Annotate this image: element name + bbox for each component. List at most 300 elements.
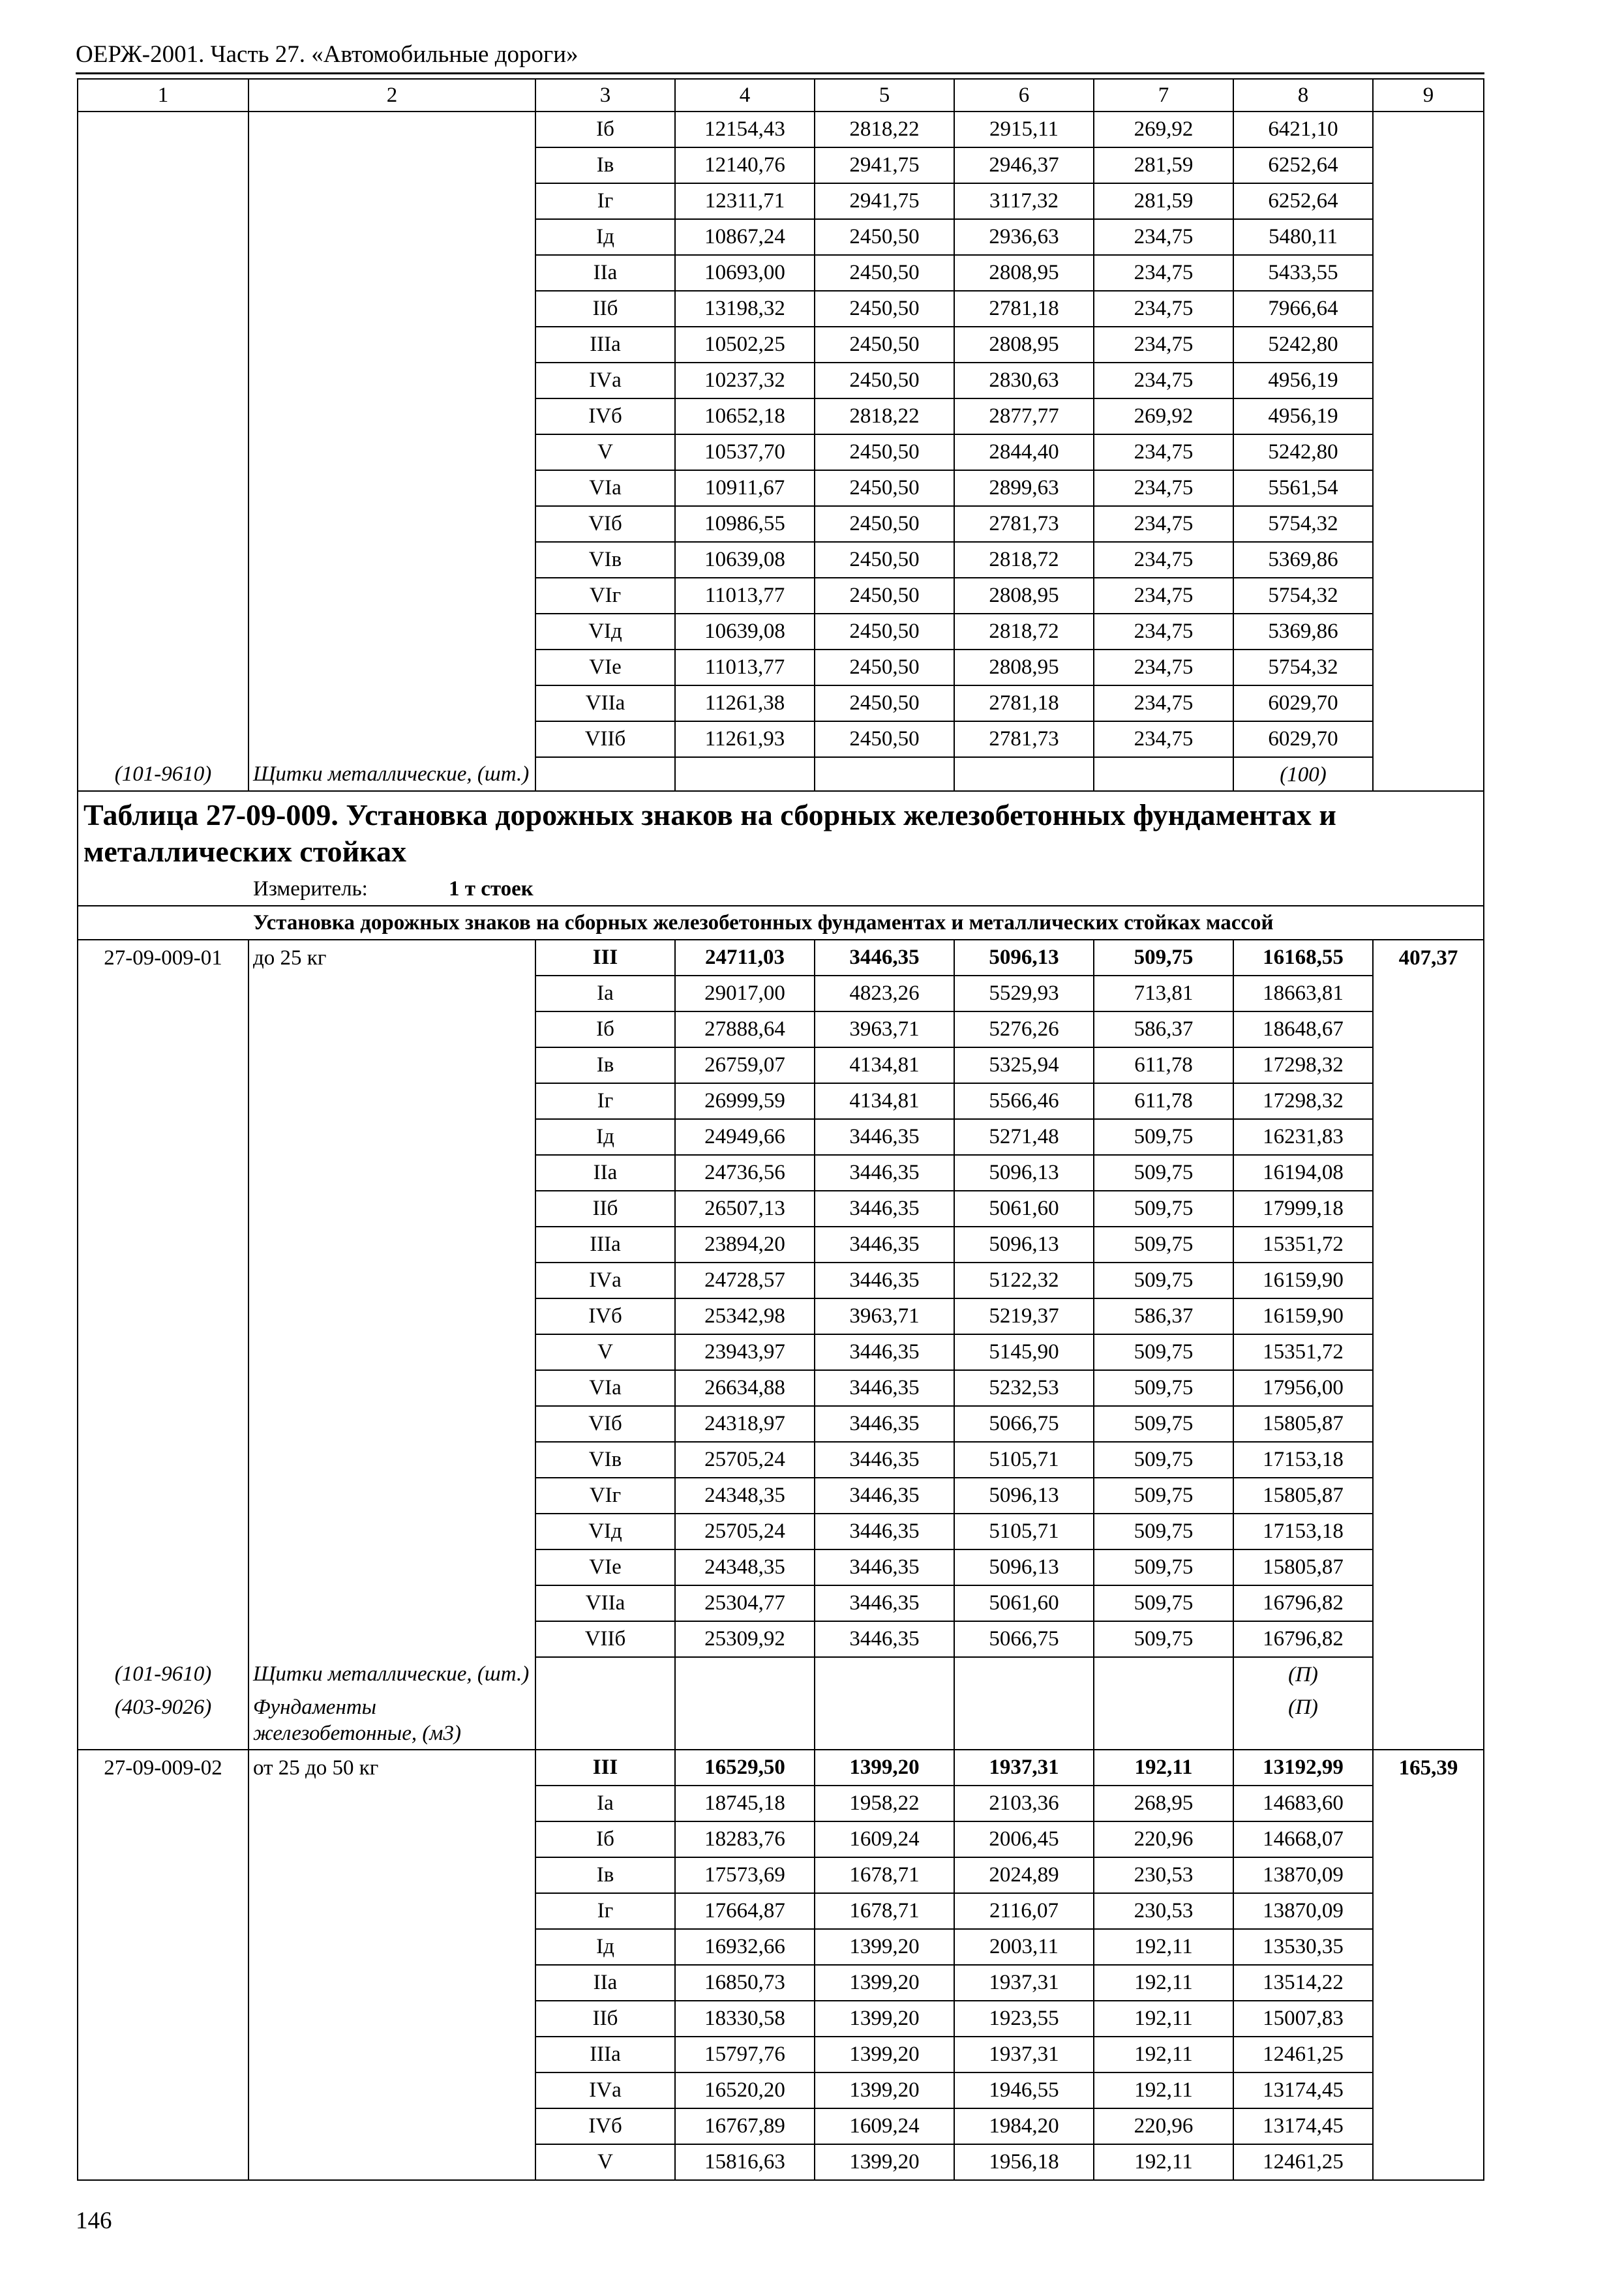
labor-cell bbox=[1373, 327, 1484, 363]
machines-cell: 1946,55 bbox=[954, 2072, 1094, 2108]
machines-cell: 2808,95 bbox=[954, 650, 1094, 685]
total-cell: 16850,73 bbox=[675, 1965, 815, 2001]
code-cell bbox=[78, 1514, 248, 1549]
name-cell bbox=[248, 398, 535, 434]
materials-cell: 13514,22 bbox=[1233, 1965, 1373, 2001]
materials-cell: 17999,18 bbox=[1233, 1191, 1373, 1227]
total-cell: 18745,18 bbox=[675, 1786, 815, 1821]
labor-cell bbox=[1373, 2144, 1484, 2180]
name-cell bbox=[248, 1191, 535, 1227]
total-cell: 26507,13 bbox=[675, 1191, 815, 1227]
materials-cell: 18663,81 bbox=[1233, 976, 1373, 1011]
wage-cell: 1399,20 bbox=[815, 2144, 954, 2180]
name-cell bbox=[248, 219, 535, 255]
name-cell bbox=[248, 1549, 535, 1585]
region-cell: VIб bbox=[535, 506, 675, 542]
region-cell: IIб bbox=[535, 1191, 675, 1227]
table-row bbox=[78, 1191, 1484, 1227]
wage-cell: 3963,71 bbox=[815, 1011, 954, 1047]
table-row bbox=[78, 1478, 1484, 1514]
resource-quantity: (П) bbox=[1233, 1690, 1373, 1750]
materials-cell: 12461,25 bbox=[1233, 2144, 1373, 2180]
total-cell: 26759,07 bbox=[675, 1047, 815, 1083]
wage-cell: 2450,50 bbox=[815, 542, 954, 578]
region-cell: V bbox=[535, 434, 675, 470]
machines-cell: 2781,18 bbox=[954, 685, 1094, 721]
machinist-wage-cell: 192,11 bbox=[1094, 2072, 1233, 2108]
table-row bbox=[78, 1965, 1484, 2001]
table-row bbox=[78, 255, 1484, 291]
total-cell: 26999,59 bbox=[675, 1083, 815, 1119]
machines-cell: 1937,31 bbox=[954, 2037, 1094, 2072]
wage-cell: 2450,50 bbox=[815, 506, 954, 542]
table-row bbox=[78, 976, 1484, 1011]
region-cell: IIIа bbox=[535, 2037, 675, 2072]
machines-cell: 2818,72 bbox=[954, 542, 1094, 578]
table-row bbox=[78, 940, 1484, 976]
code-cell bbox=[78, 721, 248, 757]
code-cell bbox=[78, 1370, 248, 1406]
labor-cell bbox=[1373, 578, 1484, 614]
machinist-wage-cell: 192,11 bbox=[1094, 2037, 1233, 2072]
empty-cell bbox=[815, 1690, 954, 1750]
resource-name: Фундаменты железобетонные, (м3) bbox=[248, 1690, 535, 1750]
name-cell bbox=[248, 255, 535, 291]
code-cell bbox=[78, 1786, 248, 1821]
total-cell: 12154,43 bbox=[675, 112, 815, 147]
materials-cell: 6029,70 bbox=[1233, 685, 1373, 721]
total-cell: 24711,03 bbox=[675, 940, 815, 976]
resource-name: Щитки металлические, (шт.) bbox=[248, 1657, 535, 1690]
machinist-wage-cell: 509,75 bbox=[1094, 1621, 1233, 1657]
empty-cell bbox=[954, 1690, 1094, 1750]
materials-cell: 17298,32 bbox=[1233, 1083, 1373, 1119]
total-cell: 24736,56 bbox=[675, 1155, 815, 1191]
table-row bbox=[78, 578, 1484, 614]
region-cell: Iб bbox=[535, 1821, 675, 1857]
machinist-wage-cell: 509,75 bbox=[1094, 1514, 1233, 1549]
code-cell bbox=[78, 363, 248, 398]
machinist-wage-cell: 509,75 bbox=[1094, 1191, 1233, 1227]
total-cell: 25304,77 bbox=[675, 1585, 815, 1621]
materials-cell: 17153,18 bbox=[1233, 1442, 1373, 1478]
wage-cell: 3446,35 bbox=[815, 1370, 954, 1406]
wage-cell: 1399,20 bbox=[815, 1750, 954, 1786]
wage-cell: 3446,35 bbox=[815, 1155, 954, 1191]
machinist-wage-cell: 509,75 bbox=[1094, 1263, 1233, 1298]
labor-cell bbox=[1373, 2001, 1484, 2037]
wage-cell: 1399,20 bbox=[815, 2037, 954, 2072]
materials-cell: 16168,55 bbox=[1233, 940, 1373, 976]
empty-cell bbox=[675, 1690, 815, 1750]
total-cell: 11261,93 bbox=[675, 721, 815, 757]
machinist-wage-cell: 234,75 bbox=[1094, 650, 1233, 685]
machines-cell: 5271,48 bbox=[954, 1119, 1094, 1155]
name-cell bbox=[248, 1119, 535, 1155]
region-cell: IIIа bbox=[535, 1227, 675, 1263]
wage-cell: 1678,71 bbox=[815, 1893, 954, 1929]
materials-cell: 5754,32 bbox=[1233, 578, 1373, 614]
region-cell: IIб bbox=[535, 291, 675, 327]
machines-cell: 2915,11 bbox=[954, 112, 1094, 147]
region-cell: Iг bbox=[535, 1083, 675, 1119]
total-cell: 12140,76 bbox=[675, 147, 815, 183]
table-row bbox=[78, 183, 1484, 219]
empty-cell bbox=[1373, 1690, 1484, 1750]
wage-cell: 3446,35 bbox=[815, 1549, 954, 1585]
materials-cell: 13870,09 bbox=[1233, 1893, 1373, 1929]
materials-cell: 5242,80 bbox=[1233, 327, 1373, 363]
code-cell bbox=[78, 1621, 248, 1657]
name-cell bbox=[248, 1965, 535, 2001]
machines-cell: 2808,95 bbox=[954, 327, 1094, 363]
machinist-wage-cell: 220,96 bbox=[1094, 1821, 1233, 1857]
machines-cell: 2830,63 bbox=[954, 363, 1094, 398]
region-cell: VIв bbox=[535, 1442, 675, 1478]
materials-cell: 15805,87 bbox=[1233, 1478, 1373, 1514]
name-cell bbox=[248, 112, 535, 147]
table-body bbox=[78, 79, 1484, 2180]
wage-cell: 2450,50 bbox=[815, 614, 954, 650]
materials-cell: 15351,72 bbox=[1233, 1334, 1373, 1370]
code-cell bbox=[78, 1442, 248, 1478]
total-cell: 25309,92 bbox=[675, 1621, 815, 1657]
materials-cell: 14683,60 bbox=[1233, 1786, 1373, 1821]
code-cell bbox=[78, 506, 248, 542]
region-cell: Iб bbox=[535, 112, 675, 147]
name-cell bbox=[248, 363, 535, 398]
table-row bbox=[78, 112, 1484, 147]
name-cell bbox=[248, 685, 535, 721]
region-cell: IVа bbox=[535, 363, 675, 398]
region-cell: VIд bbox=[535, 1514, 675, 1549]
machinist-wage-cell: 192,11 bbox=[1094, 2144, 1233, 2180]
column-number: 9 bbox=[1373, 79, 1484, 112]
wage-cell: 1958,22 bbox=[815, 1786, 954, 1821]
wage-cell: 2941,75 bbox=[815, 183, 954, 219]
region-cell: IVб bbox=[535, 1298, 675, 1334]
name-cell bbox=[248, 327, 535, 363]
code-cell bbox=[78, 650, 248, 685]
region-cell: Iг bbox=[535, 183, 675, 219]
machinist-wage-cell: 509,75 bbox=[1094, 1370, 1233, 1406]
column-number: 1 bbox=[78, 79, 248, 112]
wage-cell: 1399,20 bbox=[815, 2001, 954, 2037]
table-row bbox=[78, 1011, 1484, 1047]
column-number: 7 bbox=[1094, 79, 1233, 112]
materials-cell: 6029,70 bbox=[1233, 721, 1373, 757]
wage-cell: 3963,71 bbox=[815, 1298, 954, 1334]
wage-cell: 1678,71 bbox=[815, 1857, 954, 1893]
region-cell: VIб bbox=[535, 1406, 675, 1442]
labor-cell bbox=[1373, 2072, 1484, 2108]
materials-cell: 16796,82 bbox=[1233, 1621, 1373, 1657]
table-row bbox=[78, 1298, 1484, 1334]
machinist-wage-cell: 234,75 bbox=[1094, 291, 1233, 327]
labor-cell bbox=[1373, 1514, 1484, 1549]
code-cell bbox=[78, 291, 248, 327]
code-cell bbox=[78, 112, 248, 147]
labor-cell bbox=[1373, 363, 1484, 398]
total-cell: 16529,50 bbox=[675, 1750, 815, 1786]
table-row bbox=[78, 1083, 1484, 1119]
machinist-wage-cell: 509,75 bbox=[1094, 1406, 1233, 1442]
machines-cell: 5061,60 bbox=[954, 1585, 1094, 1621]
labor-cell bbox=[1373, 434, 1484, 470]
materials-cell: 5561,54 bbox=[1233, 470, 1373, 506]
total-cell: 24348,35 bbox=[675, 1478, 815, 1514]
code-cell bbox=[78, 1585, 248, 1621]
total-cell: 27888,64 bbox=[675, 1011, 815, 1047]
machinist-wage-cell: 509,75 bbox=[1094, 1585, 1233, 1621]
wage-cell: 3446,35 bbox=[815, 1334, 954, 1370]
labor-cell bbox=[1373, 1011, 1484, 1047]
machinist-wage-cell: 234,75 bbox=[1094, 255, 1233, 291]
table-row bbox=[78, 650, 1484, 685]
total-cell: 10537,70 bbox=[675, 434, 815, 470]
code-cell bbox=[78, 1821, 248, 1857]
machines-cell: 5276,26 bbox=[954, 1011, 1094, 1047]
materials-cell: 16159,90 bbox=[1233, 1263, 1373, 1298]
code-cell bbox=[78, 542, 248, 578]
total-cell: 10693,00 bbox=[675, 255, 815, 291]
wage-cell: 3446,35 bbox=[815, 1119, 954, 1155]
code-cell bbox=[78, 1334, 248, 1370]
empty-cell bbox=[535, 757, 675, 791]
machines-cell: 2936,63 bbox=[954, 219, 1094, 255]
empty-cell bbox=[1094, 757, 1233, 791]
total-cell: 29017,00 bbox=[675, 976, 815, 1011]
labor-cell bbox=[1373, 685, 1484, 721]
materials-cell: 13530,35 bbox=[1233, 1929, 1373, 1965]
empty-cell bbox=[535, 1690, 675, 1750]
total-cell: 15816,63 bbox=[675, 2144, 815, 2180]
region-cell: IIб bbox=[535, 2001, 675, 2037]
region-cell: VIIа bbox=[535, 1585, 675, 1621]
machines-cell: 1956,18 bbox=[954, 2144, 1094, 2180]
wage-cell: 3446,35 bbox=[815, 1263, 954, 1298]
labor-cell bbox=[1373, 1119, 1484, 1155]
labor-cell bbox=[1373, 1191, 1484, 1227]
column-number: 4 bbox=[675, 79, 815, 112]
code-cell bbox=[78, 685, 248, 721]
machines-cell: 2116,07 bbox=[954, 1893, 1094, 1929]
resource-row bbox=[78, 757, 1484, 791]
empty-cell bbox=[954, 1657, 1094, 1690]
machines-cell: 5096,13 bbox=[954, 1478, 1094, 1514]
name-cell bbox=[248, 721, 535, 757]
labor-cell bbox=[1373, 255, 1484, 291]
table-row bbox=[78, 291, 1484, 327]
wage-cell: 2450,50 bbox=[815, 434, 954, 470]
wage-cell: 2450,50 bbox=[815, 291, 954, 327]
machinist-wage-cell: 611,78 bbox=[1094, 1083, 1233, 1119]
region-cell: Iа bbox=[535, 1786, 675, 1821]
materials-cell: 16796,82 bbox=[1233, 1585, 1373, 1621]
code-cell bbox=[78, 1965, 248, 2001]
table-row bbox=[78, 1155, 1484, 1191]
name-cell bbox=[248, 650, 535, 685]
machinist-wage-cell: 713,81 bbox=[1094, 976, 1233, 1011]
labor-cell bbox=[1373, 112, 1484, 147]
name-cell bbox=[248, 2072, 535, 2108]
code-cell: 27-09-009-01 bbox=[78, 940, 248, 976]
work-description: Установка дорожных знаков на сборных железобетонных фундаментах и металлических стойках массой bbox=[78, 906, 1484, 940]
materials-cell: 17956,00 bbox=[1233, 1370, 1373, 1406]
region-cell: VIд bbox=[535, 614, 675, 650]
machines-cell: 5566,46 bbox=[954, 1083, 1094, 1119]
machines-cell: 2808,95 bbox=[954, 255, 1094, 291]
labor-cell bbox=[1373, 1083, 1484, 1119]
empty-cell bbox=[1373, 1657, 1484, 1690]
wage-cell: 4823,26 bbox=[815, 976, 954, 1011]
total-cell: 24728,57 bbox=[675, 1263, 815, 1298]
name-cell bbox=[248, 1047, 535, 1083]
labor-cell bbox=[1373, 614, 1484, 650]
machinist-wage-cell: 234,75 bbox=[1094, 506, 1233, 542]
labor-cell bbox=[1373, 1549, 1484, 1585]
total-cell: 23943,97 bbox=[675, 1334, 815, 1370]
wage-cell: 2450,50 bbox=[815, 255, 954, 291]
unit-row bbox=[78, 873, 1484, 906]
wage-cell: 3446,35 bbox=[815, 1227, 954, 1263]
name-cell bbox=[248, 2037, 535, 2072]
machines-cell: 2844,40 bbox=[954, 434, 1094, 470]
total-cell: 13198,32 bbox=[675, 291, 815, 327]
column-number: 3 bbox=[535, 79, 675, 112]
name-cell bbox=[248, 542, 535, 578]
wage-cell: 2450,50 bbox=[815, 219, 954, 255]
region-cell: Iв bbox=[535, 1857, 675, 1893]
region-cell: IVа bbox=[535, 2072, 675, 2108]
materials-cell: 4956,19 bbox=[1233, 398, 1373, 434]
materials-cell: 15805,87 bbox=[1233, 1549, 1373, 1585]
labor-cell bbox=[1373, 147, 1484, 183]
machinist-wage-cell: 281,59 bbox=[1094, 147, 1233, 183]
table-row bbox=[78, 434, 1484, 470]
total-cell: 26634,88 bbox=[675, 1370, 815, 1406]
total-cell: 10867,24 bbox=[675, 219, 815, 255]
machinist-wage-cell: 611,78 bbox=[1094, 1047, 1233, 1083]
total-cell: 10911,67 bbox=[675, 470, 815, 506]
wage-cell: 2450,50 bbox=[815, 327, 954, 363]
name-cell bbox=[248, 434, 535, 470]
machines-cell: 5122,32 bbox=[954, 1263, 1094, 1298]
region-cell: VIа bbox=[535, 1370, 675, 1406]
region-cell: IVа bbox=[535, 1263, 675, 1298]
wage-cell: 3446,35 bbox=[815, 940, 954, 976]
column-number: 8 bbox=[1233, 79, 1373, 112]
wage-cell: 2450,50 bbox=[815, 685, 954, 721]
materials-cell: 15351,72 bbox=[1233, 1227, 1373, 1263]
total-cell: 10502,25 bbox=[675, 327, 815, 363]
materials-cell: 13174,45 bbox=[1233, 2108, 1373, 2144]
column-number-row bbox=[78, 79, 1484, 112]
machines-cell: 2103,36 bbox=[954, 1786, 1094, 1821]
empty-cell bbox=[1094, 1690, 1233, 1750]
code-cell bbox=[78, 2144, 248, 2180]
machines-cell: 5105,71 bbox=[954, 1442, 1094, 1478]
region-cell: VIв bbox=[535, 542, 675, 578]
name-cell bbox=[248, 147, 535, 183]
machines-cell: 5105,71 bbox=[954, 1514, 1094, 1549]
machines-cell: 5061,60 bbox=[954, 1191, 1094, 1227]
machinist-wage-cell: 509,75 bbox=[1094, 1478, 1233, 1514]
region-cell: V bbox=[535, 1334, 675, 1370]
table-title: Таблица 27-09-009. Установка дорожных знаков на сборных железобетонных фундаментах и металлических стойках bbox=[78, 791, 1484, 873]
table-row bbox=[78, 363, 1484, 398]
machinist-wage-cell: 234,75 bbox=[1094, 219, 1233, 255]
table-row bbox=[78, 1370, 1484, 1406]
machinist-wage-cell: 269,92 bbox=[1094, 398, 1233, 434]
table-row bbox=[78, 2001, 1484, 2037]
wage-cell: 4134,81 bbox=[815, 1047, 954, 1083]
machinist-wage-cell: 268,95 bbox=[1094, 1786, 1233, 1821]
region-cell: IIа bbox=[535, 1155, 675, 1191]
resource-name: Щитки металлические, (шт.) bbox=[248, 757, 535, 791]
machines-cell: 2024,89 bbox=[954, 1857, 1094, 1893]
labor-cell bbox=[1373, 470, 1484, 506]
machinist-wage-cell: 509,75 bbox=[1094, 1549, 1233, 1585]
name-cell bbox=[248, 1011, 535, 1047]
wage-cell: 2818,22 bbox=[815, 112, 954, 147]
region-cell: VIа bbox=[535, 470, 675, 506]
code-cell bbox=[78, 398, 248, 434]
wage-cell: 2450,50 bbox=[815, 470, 954, 506]
empty-cell bbox=[815, 1657, 954, 1690]
labor-cell bbox=[1373, 1621, 1484, 1657]
name-cell bbox=[248, 1786, 535, 1821]
description-row bbox=[78, 906, 1484, 940]
empty-cell bbox=[1094, 1657, 1233, 1690]
machinist-wage-cell: 509,75 bbox=[1094, 940, 1233, 976]
table-row bbox=[78, 1857, 1484, 1893]
table-title-row bbox=[78, 791, 1484, 873]
code-cell bbox=[78, 2072, 248, 2108]
machines-cell: 2808,95 bbox=[954, 578, 1094, 614]
code-cell bbox=[78, 1406, 248, 1442]
total-cell: 10639,08 bbox=[675, 542, 815, 578]
machinist-wage-cell: 234,75 bbox=[1094, 685, 1233, 721]
code-cell bbox=[78, 1857, 248, 1893]
labor-cell bbox=[1373, 650, 1484, 685]
table-row bbox=[78, 1549, 1484, 1585]
total-cell: 10639,08 bbox=[675, 614, 815, 650]
table-row bbox=[78, 398, 1484, 434]
wage-cell: 2450,50 bbox=[815, 363, 954, 398]
total-cell: 10237,32 bbox=[675, 363, 815, 398]
name-cell bbox=[248, 1298, 535, 1334]
total-cell: 24949,66 bbox=[675, 1119, 815, 1155]
table-row bbox=[78, 1406, 1484, 1442]
machines-cell: 1937,31 bbox=[954, 1965, 1094, 2001]
wage-cell: 3446,35 bbox=[815, 1478, 954, 1514]
materials-cell: 4956,19 bbox=[1233, 363, 1373, 398]
total-cell: 16932,66 bbox=[675, 1929, 815, 1965]
resource-quantity: (100) bbox=[1233, 757, 1373, 791]
region-cell: III bbox=[535, 1750, 675, 1786]
name-cell bbox=[248, 506, 535, 542]
machinist-wage-cell: 234,75 bbox=[1094, 363, 1233, 398]
code-cell bbox=[78, 2001, 248, 2037]
labor-cell bbox=[1373, 1893, 1484, 1929]
machinist-wage-cell: 586,37 bbox=[1094, 1298, 1233, 1334]
region-cell: VIг bbox=[535, 578, 675, 614]
name-cell bbox=[248, 291, 535, 327]
code-cell bbox=[78, 183, 248, 219]
machinist-wage-cell: 509,75 bbox=[1094, 1334, 1233, 1370]
page-header: ОЕРЖ-2001. Часть 27. «Автомобильные дороги» bbox=[76, 41, 579, 68]
